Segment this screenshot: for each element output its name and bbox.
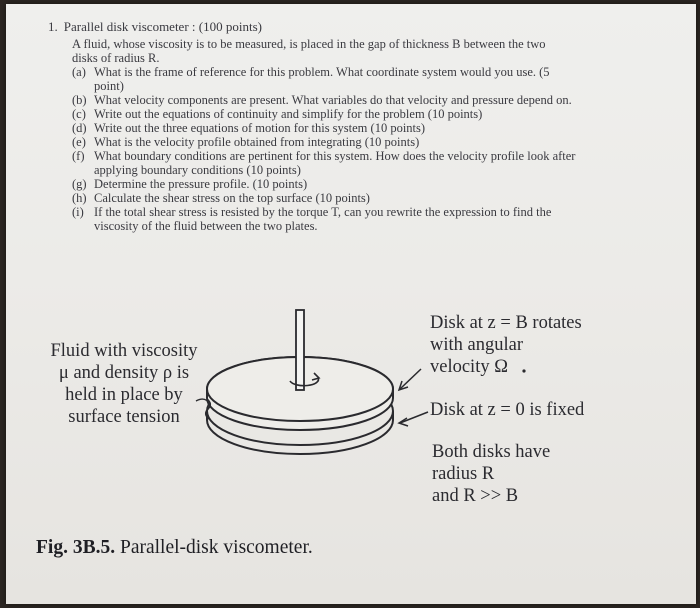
shaft [296,310,304,390]
fluid-label-line: μ and density ρ is [58,363,190,383]
radius-note [432,441,550,507]
question-item-text: What boundary conditions are pertinent for this system. How does the velocity profile look after [94,149,576,163]
question-item-label: (b) [72,93,87,107]
question-item-label: (c) [72,107,86,121]
arrow-upper-disk [400,369,421,389]
upper-disk-label-line: with angular [430,335,523,355]
problem-intro-line: disks of radius R. [72,51,160,65]
question-item-text: What velocity components are present. What variables do that velocity and pressure depend on. [94,93,572,107]
question-item-text: Determine the pressure profile. (10 points) [94,177,308,191]
radius-note-line: and R >> B [432,486,519,506]
question-item-label: (i) [72,205,84,219]
question-item-continuation: applying boundary conditions (10 points) [94,163,301,177]
question-item-continuation: viscosity of the fluid between the two plates. [94,219,318,233]
question-item-label: (f) [72,149,85,163]
question-item-label: (d) [72,121,87,135]
fluid-label [34,340,214,428]
question-item-text: Calculate the shear stress on the top surface (10 points) [94,191,370,205]
question-item-label: (h) [72,191,87,205]
problem-title-text: Parallel disk viscometer : (100 points) [63,19,262,34]
fluid-label-line: surface tension [68,407,180,427]
radius-note-line: radius R [432,464,495,484]
problem-number: 1. [48,19,58,34]
figure-caption [36,537,313,559]
question-item-continuation: point) [94,79,124,93]
question-item-text: Write out the equations of continuity and simplify for the problem (10 points) [94,107,483,121]
question-item-text: What is the velocity profile obtained from integrating (10 points) [94,135,420,149]
caption-text: Parallel-disk viscometer. [115,537,313,558]
radius-note-line: Both disks have [432,442,551,462]
upper-disk-label-line: Disk at z = B rotates [430,313,582,333]
arrow-lower-disk [400,412,428,423]
upper-disk-label [430,312,582,378]
fluid-label-line: held in place by [65,385,183,405]
question-item-text: What is the frame of reference for this problem. What coordinate system would you use. (5 [94,65,550,79]
lower-disk-label: Disk at z = 0 is fixed [430,400,585,420]
problem-intro-line: A fluid, whose viscosity is to be measured, is placed in the gap of thickness B between the two [72,37,546,51]
question-item-label: (g) [72,177,87,191]
upper-disk-label-line: velocity Ω [430,357,508,377]
question-item-text: If the total shear stress is resisted by the torque T, can you rewrite the expression to find the [94,205,552,219]
question-item-label: (a) [72,65,86,79]
fluid-label-line: Fluid with viscosity [50,341,198,361]
question-item-label: (e) [72,135,86,149]
caption-label: Fig. 3B.5. [36,537,116,558]
question-item-text: Write out the three equations of motion for this system (10 points) [94,121,426,135]
